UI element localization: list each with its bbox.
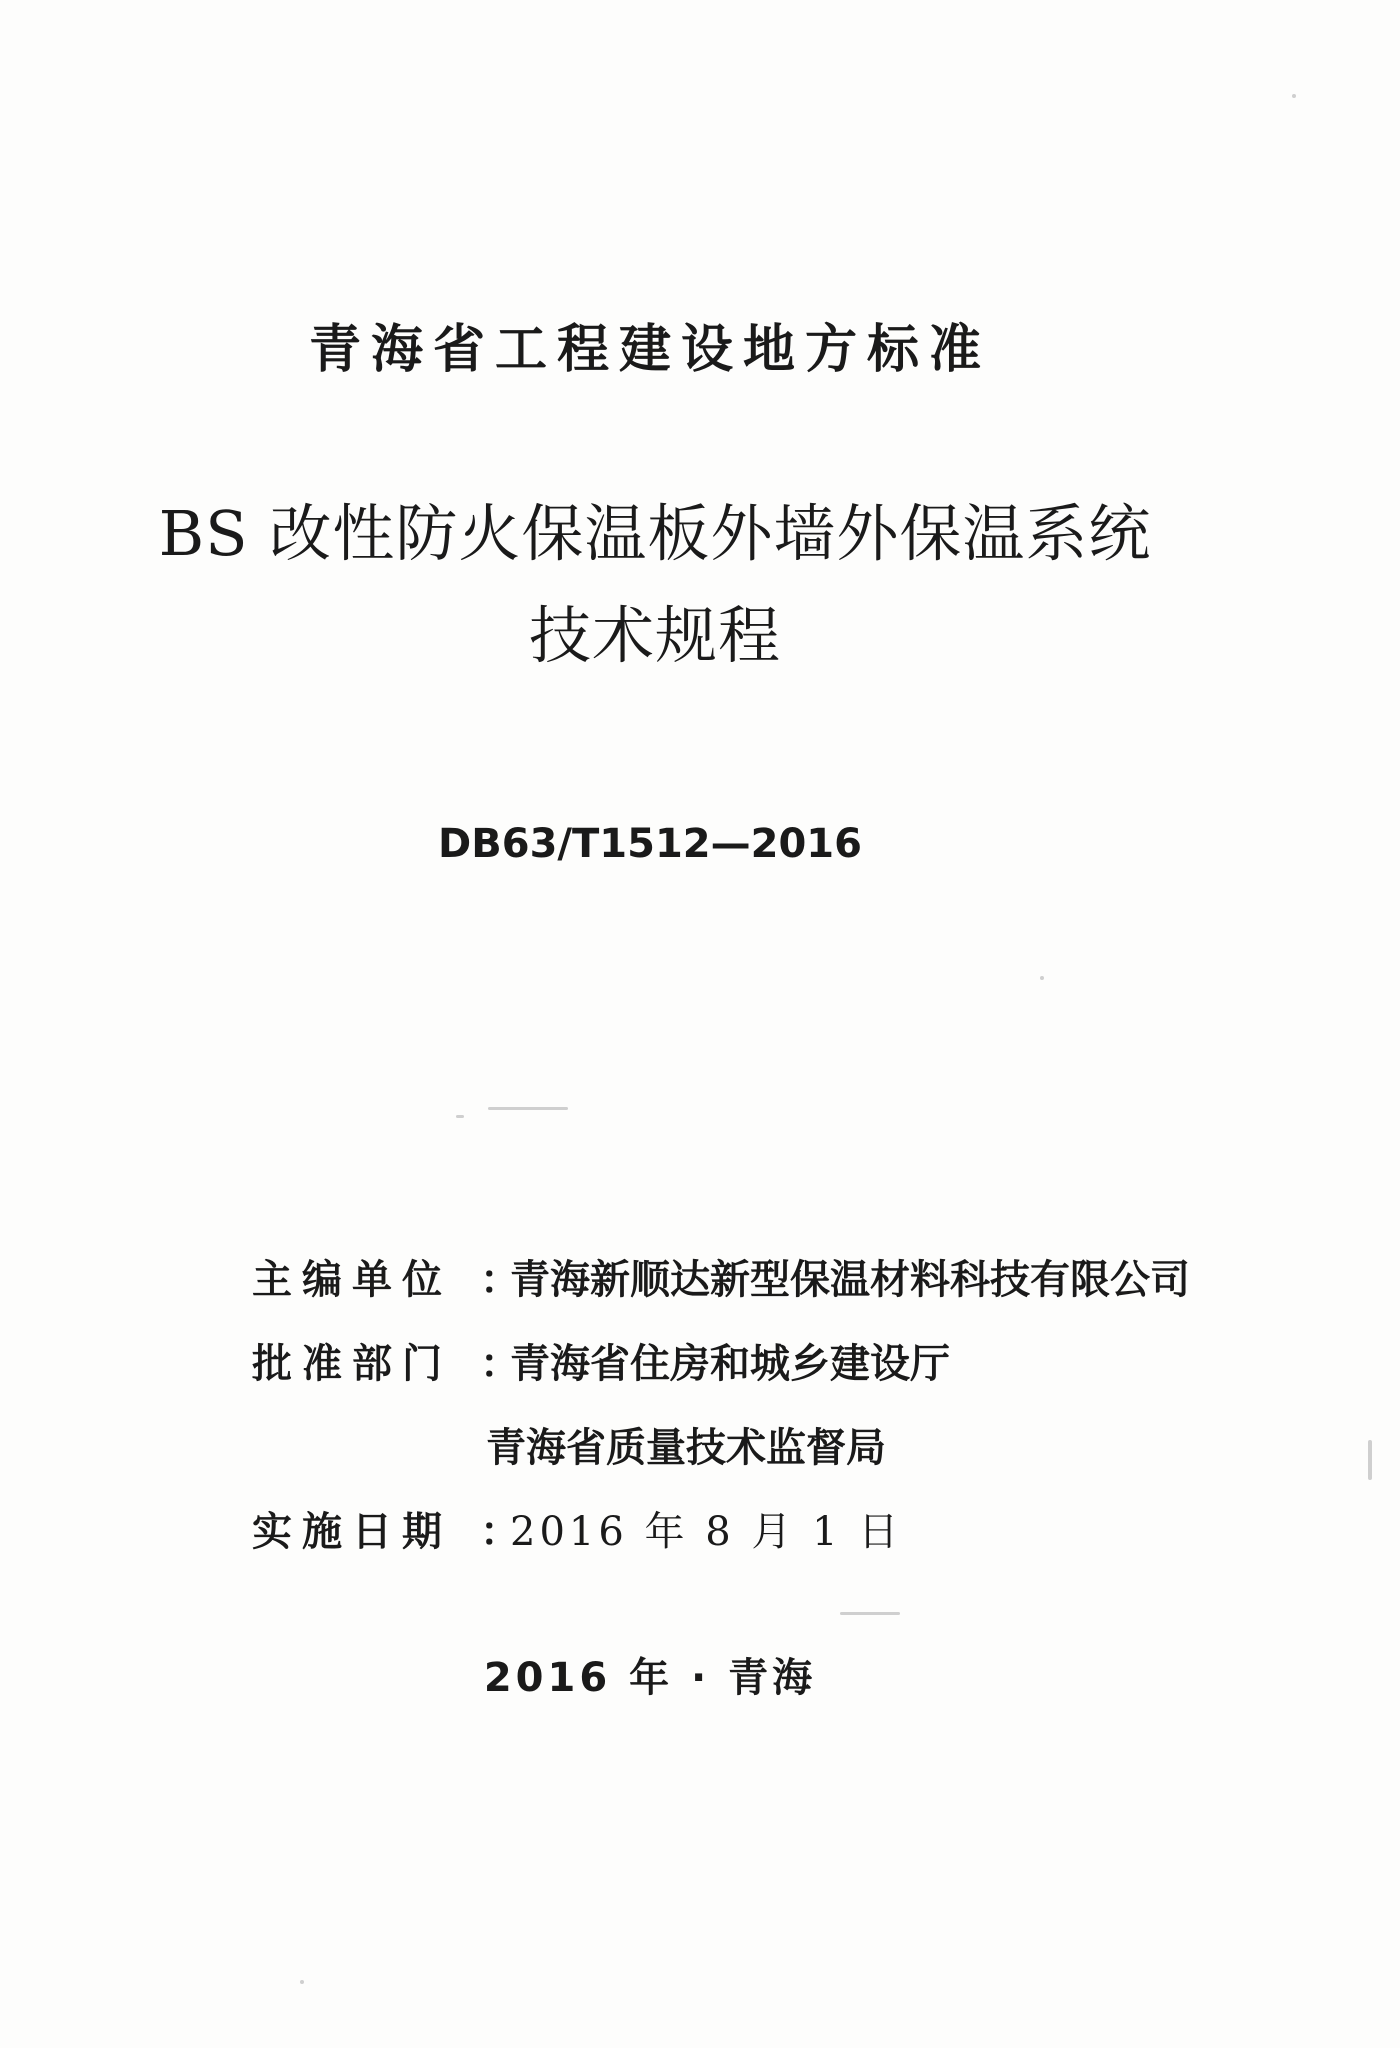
implementation-date-row xyxy=(252,1504,902,1560)
document-title-line-1: BS 改性防火保温板外墙外保温系统 xyxy=(158,497,1152,570)
scan-speck xyxy=(1292,94,1296,98)
approval-department-row-2 xyxy=(486,1420,886,1476)
approval-department-label: 批准部门 xyxy=(252,1341,452,1387)
approval-department-row xyxy=(252,1336,950,1392)
approval-department-colon: ： xyxy=(480,1341,520,1387)
publication-year-place: 2016 年 · 青海 xyxy=(483,1655,817,1701)
scan-speck xyxy=(840,1612,900,1615)
chief-editor-value: 青海新顺达新型保温材料科技有限公司 xyxy=(510,1257,1190,1303)
scan-speck xyxy=(456,1115,464,1118)
chief-editor-colon: ： xyxy=(480,1257,520,1303)
scan-speck xyxy=(1368,1440,1372,1480)
implementation-date-label: 实施日期 xyxy=(252,1509,452,1555)
implementation-date-colon: ： xyxy=(480,1509,520,1555)
scan-speck xyxy=(488,1107,568,1110)
standard-number: DB63/T1512—2016 xyxy=(438,821,862,867)
implementation-date-value: 2016 年 8 月 1 日 xyxy=(510,1509,903,1555)
scan-speck xyxy=(1040,976,1044,980)
chief-editor-label: 主编单位 xyxy=(252,1257,452,1303)
document-title-line-2: 技术规程 xyxy=(528,599,781,672)
approval-department-value-1: 青海省住房和城乡建设厅 xyxy=(510,1341,950,1387)
chief-editor-row xyxy=(252,1252,1190,1308)
scan-speck xyxy=(300,1980,304,1984)
standard-type-heading: 青海省工程建设地方标准 xyxy=(308,320,991,380)
approval-department-value-2: 青海省质量技术监督局 xyxy=(486,1425,886,1471)
